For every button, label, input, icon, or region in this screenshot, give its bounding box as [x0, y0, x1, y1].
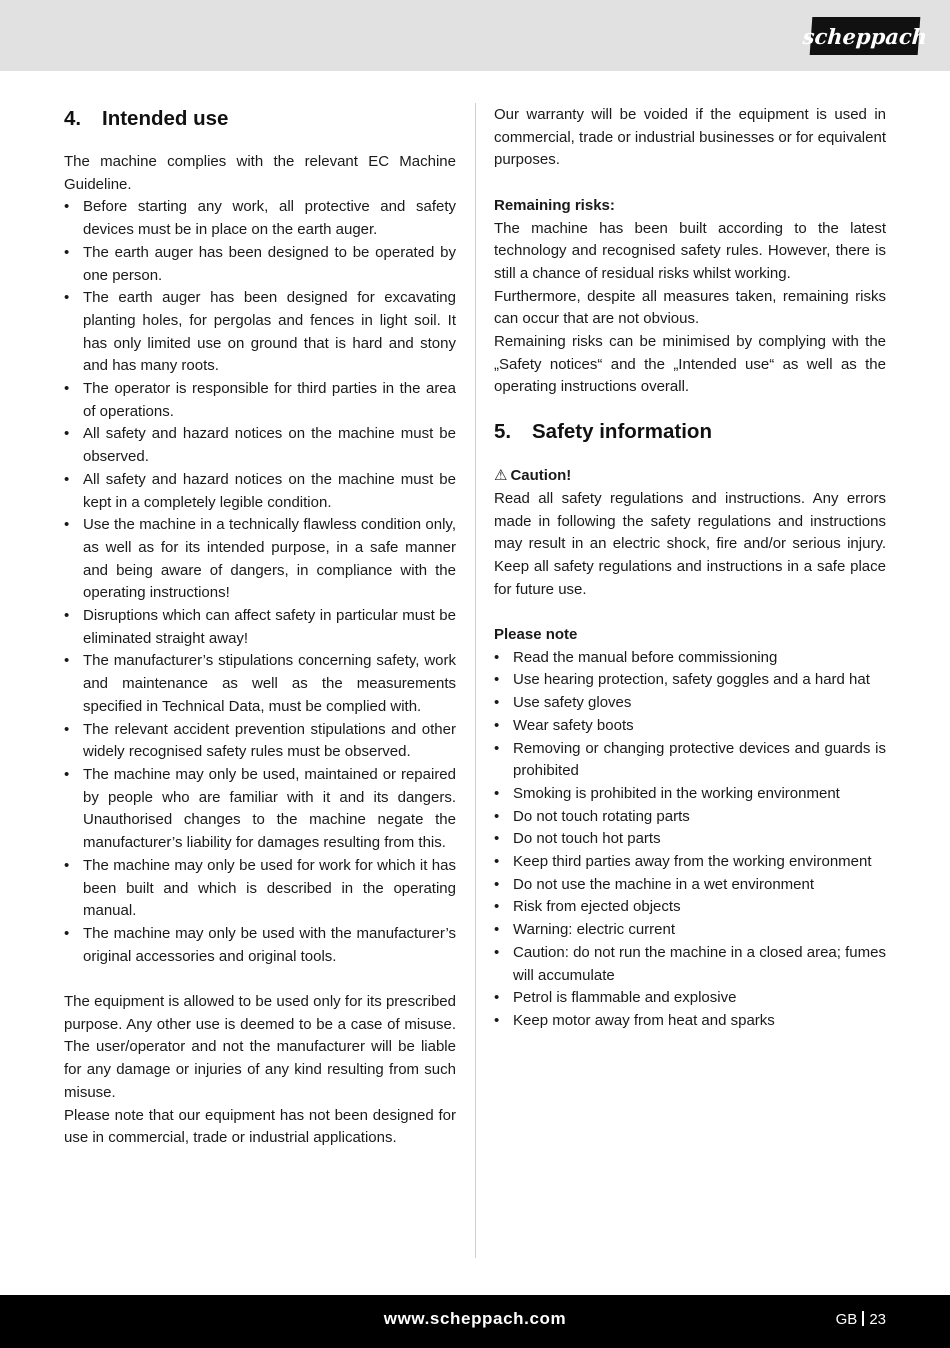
commercial-use-paragraph: Please note that our equipment has not been designed for use in commercial, trade or industrial applications.: [64, 1106, 456, 1147]
footer-language: GB: [835, 1311, 858, 1328]
footer-bar: [0, 1295, 950, 1348]
list-item: • Removing or changing protective devices and guards is prohibited: [494, 738, 886, 783]
section-5-number: 5.: [494, 420, 512, 444]
left-column: [64, 104, 456, 1150]
section-4-heading: [64, 104, 456, 134]
list-item: • The machine may only be used with the manufacturer’s original accessories and original tools.: [64, 923, 456, 968]
remaining-risks-paragraph-3: Remaining risks can be minimised by complying with the „Safety notices“ and the „Intended use“ as well as the operating instructions overall.: [494, 333, 886, 396]
list-item: • Smoking is prohibited in the working environment: [494, 783, 886, 806]
list-item: • The operator is responsible for third parties in the area of operations.: [64, 378, 456, 423]
footer-separator: [862, 1311, 864, 1326]
list-item: • Wear safety boots: [494, 715, 886, 738]
please-note-heading: Please note: [494, 626, 578, 644]
remaining-risks-paragraph-2: Furthermore, despite all measures taken, remaining risks can occur that are not obvious.: [494, 287, 886, 328]
warning-triangle-icon: ⚠: [494, 466, 508, 485]
list-item: • Use hearing protection, safety goggles and a hard hat: [494, 669, 886, 692]
intended-use-list: [64, 196, 456, 968]
footer-website-link[interactable]: www.scheppach.com: [383, 1309, 567, 1328]
list-item: • Use the machine in a technically flawless condition only, as well as for its intended purpose, in a safe manner and being aware of dangers, in compliance with the operating instructions!: [64, 514, 456, 605]
column-divider: [475, 103, 476, 1258]
list-item: • The machine may only be used for work for which it has been built and which is described in the operating manual.: [64, 855, 456, 923]
list-item: • Disruptions which can affect safety in particular must be eliminated straight away!: [64, 605, 456, 650]
warranty-paragraph: Our warranty will be voided if the equipment is used in commercial, trade or industrial businesses or for equivalent purposes.: [494, 106, 886, 169]
footer-page-number: 23: [869, 1311, 886, 1328]
list-item: • The earth auger has been designed to be operated by one person.: [64, 242, 456, 287]
list-item: • Caution: do not run the machine in a closed area; fumes will accumulate: [494, 942, 886, 987]
list-item: • Read the manual before commissioning: [494, 647, 886, 670]
list-item: • Warning: electric current: [494, 919, 886, 942]
section-5-title: Safety information: [532, 420, 712, 444]
section-5-heading: [494, 417, 886, 447]
caution-heading: [494, 464, 886, 488]
section-4-number: 4.: [64, 107, 82, 130]
remaining-risks-heading: Remaining risks:: [494, 196, 615, 214]
right-column: [494, 104, 886, 1033]
caution-label: Caution!: [510, 467, 572, 485]
list-item: • The manufacturer’s stipulations concerning safety, work and maintenance as well as the measurements specified in Technical Data, must be complied with.: [64, 650, 456, 718]
list-item: • Use safety gloves: [494, 692, 886, 715]
list-item: • The earth auger has been designed for excavating planting holes, for pergolas and fences in light soil. It has only limited use on ground that is hard and stony and has many roots.: [64, 287, 456, 378]
section-4-title: Intended use: [102, 107, 229, 130]
list-item: • All safety and hazard notices on the machine must be kept in a completely legible condition.: [64, 469, 456, 514]
list-item: • Do not use the machine in a wet environment: [494, 874, 886, 897]
misuse-paragraph: The equipment is allowed to be used only for its prescribed purpose. Any other use is deemed to be a case of misuse. The user/operator and not the manufacturer will be liable for any damage or injuries of any kind resulting from such misuse.: [64, 993, 456, 1101]
list-item: • Keep third parties away from the working environment: [494, 851, 886, 874]
please-note-list: [494, 647, 886, 1033]
list-item: • Before starting any work, all protective and safety devices must be in place on the earth auger.: [64, 196, 456, 241]
list-item: • The machine may only be used, maintained or repaired by people who are familiar with it and its dangers. Unauthorised changes to the machine negate the manufacturer’s liability for damages resulting from this.: [64, 764, 456, 855]
list-item: • Do not touch hot parts: [494, 828, 886, 851]
list-item: • Petrol is flammable and explosive: [494, 987, 886, 1010]
scheppach-logo: scheppach: [810, 17, 921, 55]
intended-use-intro: The machine complies with the relevant EC Machine Guideline.: [64, 153, 456, 193]
list-item: • Keep motor away from heat and sparks: [494, 1010, 886, 1033]
list-item: • The relevant accident prevention stipulations and other widely recognised safety rules must be observed.: [64, 719, 456, 764]
list-item: • Risk from ejected objects: [494, 896, 886, 919]
remaining-risks-paragraph-1: The machine has been built according to the latest technology and recognised safety rules. However, there is still a chance of residual risks whilst working.: [494, 219, 886, 282]
list-item: • All safety and hazard notices on the machine must be observed.: [64, 423, 456, 468]
caution-paragraph: Read all safety regulations and instructions. Any errors made in following the safety regulations and instructions may result in an electric shock, fire and/or serious injury. Keep all safety regulations and instructions in a safe place for future use.: [494, 489, 886, 598]
list-item: • Do not touch rotating parts: [494, 806, 886, 829]
footer-page-indicator: [836, 1311, 886, 1328]
